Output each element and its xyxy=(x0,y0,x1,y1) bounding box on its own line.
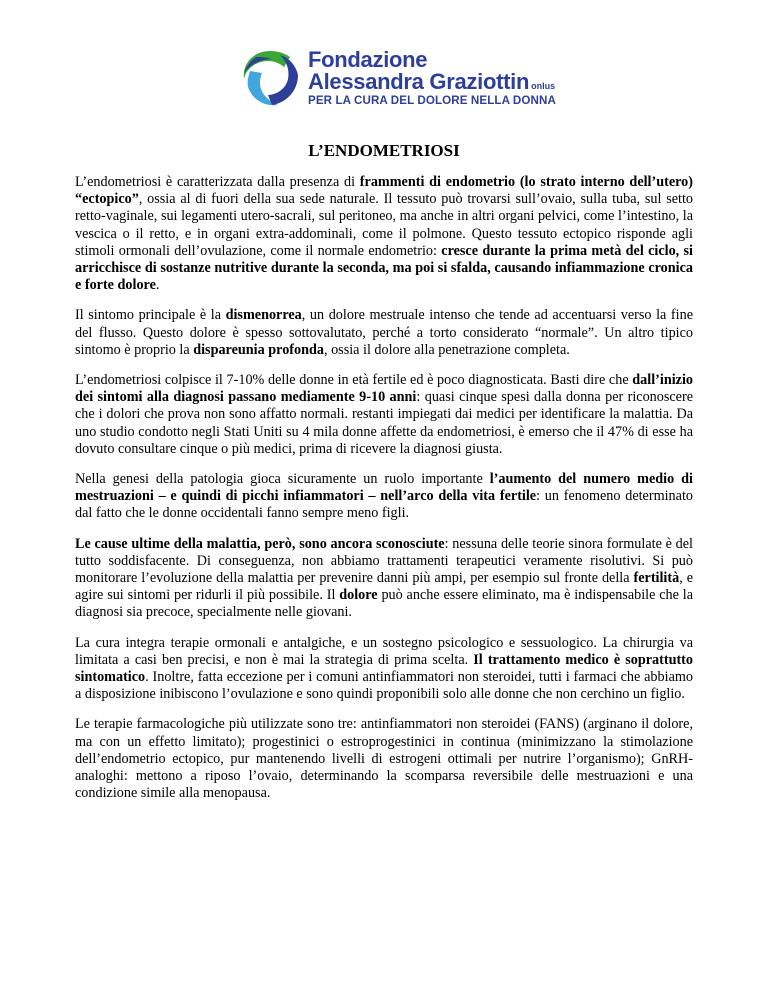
logo-swirl-icon xyxy=(238,47,302,109)
paragraph xyxy=(75,471,693,523)
bold-text: dismenorrea xyxy=(225,307,302,324)
text-run: , ossia il dolore alla penetrazione completa. xyxy=(323,341,570,358)
text-run: L’endometriosi colpisce il 7-10% delle donne in età fertile ed è poco diagnosticata. Basti dire che xyxy=(75,372,633,389)
document-body xyxy=(75,174,693,816)
bold-text: cresce durante la prima metà del ciclo, si arricchisce di sostanze nutritive durante la seconda, ma poi si sfalda, causando infiammazione cronica e forte dolore xyxy=(75,242,694,294)
bold-text: fertilità xyxy=(633,570,680,587)
foundation-logo xyxy=(238,47,556,109)
logo-title-line2: Alessandra Graziottin onlus xyxy=(308,69,556,94)
logo-title-line1: Fondazione xyxy=(308,47,428,72)
paragraph xyxy=(75,536,693,622)
bold-text: Le cause ultime della malattia, però, sono ancora sconosciute xyxy=(75,535,445,552)
paragraph xyxy=(75,372,693,458)
text-run: . xyxy=(155,277,160,294)
text-run: L’endometriosi è caratterizzata dalla presenza di xyxy=(75,174,360,190)
text-run: Il sintomo principale è la xyxy=(75,307,226,324)
text-run: . Inoltre, fatta eccezione per i comuni antinfiammatori non steroidei, tutti i farmaci che abbiamo a disposizione inibiscono l’ovulazione e sono quindi proponibili solo alle donne che non cerchino un figlio. xyxy=(75,669,693,703)
paragraph xyxy=(75,174,693,294)
bold-text: l’aumento del numero medio di mestruazioni – e quindi di picchi infiammatori – nell’arco della vita fertile xyxy=(75,471,693,505)
text-run: , un dolore mestruale intenso che tende ad accentuarsi verso la fine del flusso. Questo dolore è spesso sottovalutato, perché a torto considerato “normale”. Un altro tipico sintomo è proprio la xyxy=(75,307,693,358)
bold-text: dispareunia profonda xyxy=(193,341,324,358)
text-run: può anche essere eliminato, ma è indispensabile che la diagnosi sia precoce, specialmente nelle giovani. xyxy=(75,587,693,621)
text-run: Nella genesi della patologia gioca sicuramente un ruolo importante xyxy=(75,471,490,488)
text-run: Le terapie farmacologiche più utilizzate sono tre: antinfiammatori non steroidei (FANS) (arginano il dolore, ma con un effetto limitato); progestinici o estroprogestinici in continua (minimizzano la stimolazione dell’endometrio ectopico, pur mantenendo livelli di estrogeni ottimali per nutrire l’organismo); GnRH-analoghi: mettono a riposo l’ovaio, determinando la scomparsa reversibile delle mestruazioni e una condizione simile alla menopausa. xyxy=(75,716,693,802)
page-title: L’ENDOMETRIOSI xyxy=(308,141,460,160)
bold-text: frammenti di endometrio (lo strato interno dell’utero) “ectopico” xyxy=(75,174,693,208)
text-run: : un fenomeno determinato dal fatto che le donne occidentali fanno sempre meno figli. xyxy=(75,488,693,522)
text-run: : nessuna delle teorie sinora formulate è del tutto soddisfacente. Di conseguenza, non abbiamo trattamenti terapeutici veramente risolutivi. Si può monitorare l’evoluzione della malattia per prevenire danni più ampi, per esempio sul fronte della xyxy=(75,535,693,587)
paragraph xyxy=(75,307,693,359)
text-run: : quasi cinque spesi dalla donna per riconoscere che i dolori che prova non sono affatto normali. restanti impiegati dai medici per identificare la malattia. Da uno studio condotto negli Stati Uniti su 4 mila donne affette da endometriosi, è emerso che il 47% di esse ha dovuto consultare cinque o più medici, prima di ricevere la diagnosi giusta. xyxy=(75,389,693,457)
paragraph xyxy=(75,716,693,802)
logo-onlus-label: onlus xyxy=(531,81,556,91)
text-run: La cura integra terapie ormonali e antalgiche, e un sostegno psicologico e sessuologico. La chirurgia va limitata a casi ben precisi, e non è mai la strategia di prima scelta. xyxy=(75,634,693,668)
logo-tagline: PER LA CURA DEL DOLORE NELLA DONNA xyxy=(308,94,556,107)
text-run: , e agire sui sintomi per ridurli il più possibile. Il xyxy=(75,570,693,604)
bold-text: dolore xyxy=(339,587,378,604)
bold-text: dall’inizio dei sintomi alla diagnosi passano mediamente 9-10 anni xyxy=(75,372,693,406)
paragraph xyxy=(75,635,693,704)
text-run: , ossia al di fuori della sua sede naturale. Il tessuto può trovarsi sull’ovaio, sulla tuba, sul setto retto-vaginale, sui legamenti utero-sacrali, sul peritoneo, ma anche in altri organi pelvici, come l’intestino, la vescica o il retto, e in organi extra-addominali, come il polmone. Questo tessuto ectopico risponde agli stimoli ormonali dell’ovulazione, come il normale endometrio: xyxy=(75,191,693,259)
bold-text: Il trattamento medico è soprattutto sintomatico xyxy=(75,651,693,686)
